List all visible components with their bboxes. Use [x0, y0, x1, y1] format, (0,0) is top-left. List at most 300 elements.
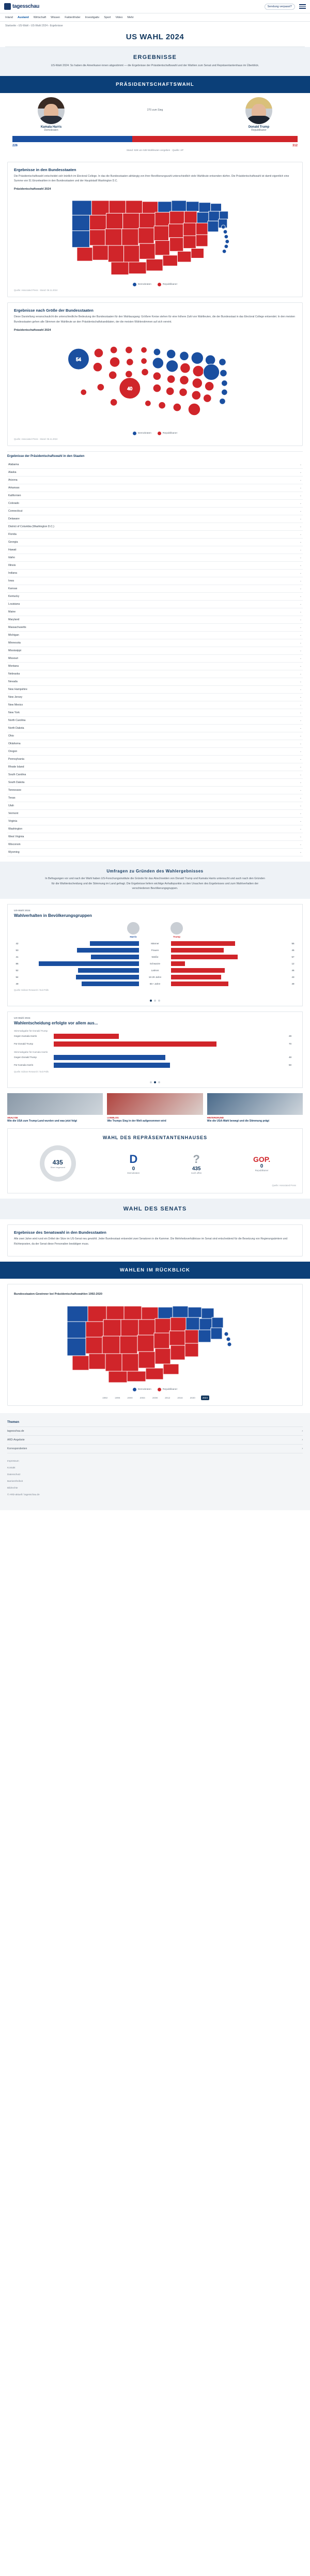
state-name: Arizona	[8, 479, 18, 482]
poll-right-value: 57	[291, 955, 295, 958]
legend-item-rep: Republikaner	[158, 283, 177, 286]
chevron-down-icon[interactable]: ⌄	[299, 750, 302, 754]
bubble-map[interactable]	[14, 333, 296, 428]
card-size-results	[7, 302, 303, 446]
state-name: Florida	[8, 533, 17, 536]
state-row[interactable]	[7, 670, 303, 678]
open-glyph-icon: ?	[193, 1153, 200, 1166]
chevron-down-icon[interactable]: ⌄	[299, 727, 302, 730]
state-name: Colorado	[8, 502, 20, 505]
nav-item-investigativ[interactable]: Investigativ	[85, 16, 100, 19]
state-row[interactable]	[7, 523, 303, 531]
chevron-down-icon[interactable]: ⌄	[299, 587, 302, 591]
chevron-down-icon[interactable]: ⌄	[299, 610, 302, 614]
chevron-down-icon[interactable]: ⌄	[299, 789, 302, 792]
state-row[interactable]	[7, 678, 303, 686]
poll-bar-row	[14, 1063, 296, 1068]
state-name: Louisiana	[8, 603, 20, 606]
footer-section-ard[interactable]: ARD-Angebote ›	[7, 1436, 303, 1445]
footer-link[interactable]: Kontakt	[7, 1466, 16, 1469]
open-count: 435	[192, 1166, 201, 1172]
state-name: Oregon	[8, 750, 18, 754]
logo-text: tagesschau	[12, 4, 40, 9]
choropleth-map[interactable]	[14, 192, 296, 280]
poll-bar-row	[14, 1055, 296, 1060]
chevron-down-icon[interactable]: ⌄	[299, 804, 302, 808]
card-state-results	[7, 162, 303, 298]
poll-right-value: 45	[291, 948, 295, 952]
state-name: South Dakota	[8, 781, 25, 785]
chevron-down-icon[interactable]: ⌄	[299, 734, 302, 738]
poll-card-reasons	[7, 1011, 303, 1088]
state-row[interactable]	[7, 818, 303, 825]
year-tick[interactable]: 2004	[140, 1397, 145, 1400]
chevron-down-icon[interactable]: ⌄	[299, 579, 302, 583]
state-row[interactable]	[7, 608, 303, 616]
poll-right-value: 46	[291, 969, 295, 972]
nav-item-video[interactable]: Video	[115, 16, 123, 19]
poll-right-bar	[171, 955, 288, 959]
card-title: Ergebnisse in den Bundesstaaten	[14, 167, 76, 172]
poll-title: Wahlentscheidung erfolgte vor allem aus...	[14, 1020, 98, 1025]
state-row[interactable]	[7, 725, 303, 732]
state-row[interactable]	[7, 570, 303, 577]
year-tick[interactable]: 2016	[177, 1397, 183, 1400]
chevron-down-icon[interactable]: ⌄	[299, 703, 302, 707]
poll-left-value: 54	[16, 975, 19, 978]
chevron-down-icon[interactable]: ⌄	[299, 626, 302, 630]
teaser-tag: HINTERGRUND	[207, 1116, 224, 1119]
senate-band	[0, 1199, 310, 1219]
results-heading: ERGEBNISSE	[133, 54, 177, 60]
poll-right-name: Trump	[173, 935, 181, 938]
poll-bar-track	[54, 1055, 286, 1060]
state-name: Indiana	[8, 572, 18, 575]
house-party-dem	[127, 1153, 140, 1174]
us-map-svg	[14, 192, 296, 280]
year-tick[interactable]: 2008	[152, 1397, 158, 1400]
chevron-down-icon[interactable]: ⌄	[299, 672, 302, 676]
card-senate	[7, 1224, 303, 1256]
state-name: Rhode Island	[8, 765, 24, 769]
house-donut	[40, 1145, 76, 1182]
chevron-down-icon[interactable]: ⌄	[299, 773, 302, 777]
top-bar	[0, 0, 310, 13]
missed-broadcast-button[interactable]: Sendung verpasst?	[265, 4, 295, 10]
chevron-down-icon[interactable]: ⌄	[299, 851, 302, 854]
chevron-down-icon[interactable]: ⌄	[299, 781, 302, 785]
chevron-down-icon[interactable]: ⌄	[299, 696, 302, 699]
poll-bar-track	[54, 1063, 286, 1068]
chevron-down-icon[interactable]: ⌄	[299, 641, 302, 645]
poll-left-bar	[22, 941, 139, 946]
legend-item-dem: Demokraten	[133, 432, 151, 435]
candidate-name: Donald Trump	[248, 125, 270, 129]
candidate-harris	[12, 97, 90, 132]
legend-item-dem: Demokraten	[133, 1388, 151, 1391]
poll-eyebrow: US-Wahl 2024	[14, 909, 30, 912]
chevron-down-icon[interactable]: ⌄	[299, 680, 302, 684]
chevron-down-icon[interactable]: ⌄	[299, 765, 302, 769]
candidate-party: Republikaner	[251, 128, 267, 132]
main-nav	[0, 13, 310, 22]
state-row[interactable]	[7, 841, 303, 849]
chevron-down-icon[interactable]: ⌄	[299, 796, 302, 800]
poll-bar-row	[14, 1034, 296, 1039]
state-row[interactable]	[7, 771, 303, 779]
logo-mark-icon	[4, 3, 11, 10]
polls-heading: Umfragen zu Gründen des Wahlergebnisses	[106, 869, 204, 874]
state-row[interactable]	[7, 593, 303, 601]
teaser-card[interactable]	[7, 1093, 103, 1124]
state-name: Georgia	[8, 541, 18, 544]
chevron-down-icon[interactable]: ⌄	[299, 665, 302, 668]
house-source: Quelle: Associated Press	[272, 1184, 296, 1187]
poll-left-bar	[22, 968, 139, 973]
footer-section-korrespondenten[interactable]: Korrespondenten ›	[7, 1445, 303, 1453]
year-tick[interactable]: 2024	[201, 1396, 209, 1400]
state-row[interactable]	[7, 756, 303, 763]
state-row[interactable]	[7, 539, 303, 546]
chevron-down-icon[interactable]: ⌄	[299, 486, 302, 490]
chevron-down-icon[interactable]: ⌄	[299, 572, 302, 575]
history-legend	[14, 1388, 296, 1391]
card-subtitle: Präsidentschaftswahl 2024	[14, 188, 51, 191]
poll-row	[14, 982, 296, 986]
state-name: Maine	[8, 610, 16, 614]
state-row[interactable]	[7, 810, 303, 818]
poll-group-a-label: Stimmabgabe für Donald Trump	[14, 1029, 48, 1032]
state-row[interactable]	[7, 624, 303, 632]
poll-left-bar	[22, 955, 139, 959]
footer-section-tagesschau[interactable]: tagesschau.de ›	[7, 1427, 303, 1436]
chevron-down-icon[interactable]: ⌄	[299, 517, 302, 521]
poll-row	[14, 955, 296, 959]
state-name: North Dakota	[8, 727, 24, 730]
legend-item-rep: Republikaner	[158, 432, 177, 435]
teaser-row	[7, 1093, 303, 1124]
state-row[interactable]	[7, 709, 303, 717]
chevron-down-icon[interactable]: ⌄	[299, 463, 302, 467]
state-name: Utah	[8, 804, 14, 808]
state-row[interactable]	[7, 833, 303, 841]
poll-bar-label: Gegen Kamala Harris	[14, 1035, 37, 1038]
state-row[interactable]	[7, 825, 303, 833]
dem-glyph-icon: D	[129, 1153, 138, 1166]
state-row[interactable]	[7, 515, 303, 523]
state-row[interactable]	[7, 639, 303, 647]
poll-rows	[14, 941, 296, 986]
chevron-down-icon[interactable]: ⌄	[299, 843, 302, 847]
chevron-down-icon[interactable]: ⌄	[299, 564, 302, 568]
poll-row-label: Frauen	[151, 948, 159, 952]
state-row[interactable]	[7, 632, 303, 639]
electoral-counts	[0, 143, 310, 147]
state-row[interactable]	[7, 531, 303, 539]
state-name: Washington	[8, 827, 23, 831]
teaser-image	[107, 1093, 203, 1115]
poll-right-bar	[171, 948, 288, 953]
state-row[interactable]	[7, 585, 303, 593]
breadcrumb[interactable]: Startseite › US-Wahl › US-Wahl 2024 › Ergebnisse	[5, 24, 63, 27]
site-logo[interactable]	[4, 3, 39, 10]
dem-elector-count: 226	[12, 144, 18, 147]
state-row[interactable]	[7, 562, 303, 570]
poll-source: Quelle: Edison Research / Exit Polls	[14, 988, 49, 991]
carousel-dot[interactable]	[150, 1000, 152, 1002]
card-lead: Diese Darstellung veranschaulicht die unterschiedliche Bedeutung der Bundesstaaten für den Wahlausgang: Größere Kreise stehen für eine höhere Zahl von Wahlleuten, die der Bundesstaat in das Electoral College entsendet. In den meisten Bundesstaaten gehen alle Stimmen der Wahlleute an den Präsidentschaftskandidaten, der die meisten Wählerstimmen auf sich vereint.	[14, 315, 296, 324]
poll-left-bar	[22, 982, 139, 986]
poll-rows-a	[14, 1034, 296, 1047]
poll-left-value: 53	[16, 948, 19, 952]
state-name: Wisconsin	[8, 843, 21, 847]
state-row[interactable]	[7, 748, 303, 756]
card-subtitle: Präsidentschaftswahl 2024	[14, 329, 51, 332]
chevron-down-icon[interactable]: ⌄	[299, 742, 302, 746]
state-name: Iowa	[8, 579, 14, 583]
year-tick[interactable]: 1996	[115, 1397, 120, 1400]
carousel-dot[interactable]	[150, 1081, 152, 1083]
majority-label: 270 zum Sieg	[147, 109, 163, 112]
nav-item-wissen[interactable]: Wissen	[51, 16, 60, 19]
state-row[interactable]	[7, 802, 303, 810]
hamburger-icon[interactable]	[299, 4, 306, 9]
state-row[interactable]	[7, 740, 303, 748]
poll-source: Quelle: Edison Research / Exit Polls	[14, 1070, 49, 1073]
chevron-down-icon[interactable]: ⌄	[299, 494, 302, 498]
poll-right-value: 43	[291, 975, 295, 978]
chevron-down-icon[interactable]: ⌄	[299, 812, 302, 816]
state-row[interactable]	[7, 787, 303, 794]
year-tick[interactable]: 2000	[127, 1397, 133, 1400]
carousel-dots[interactable]	[8, 996, 302, 1006]
senate-heading: WAHL DES SENATS	[123, 1206, 187, 1213]
poll-left-value: 49	[16, 982, 19, 985]
carousel-dot[interactable]	[158, 1000, 160, 1002]
carousel-dot[interactable]	[154, 1000, 156, 1002]
svg-text:54: 54	[76, 357, 81, 362]
chevron-down-icon[interactable]: ⌄	[299, 835, 302, 839]
state-row[interactable]	[7, 647, 303, 655]
electoral-bar-caption: Stand: 538 von 538 Wahlleuten vergeben · Quelle: AP	[126, 148, 184, 151]
poll-bar-value: 28	[289, 1035, 292, 1038]
state-name: Texas	[8, 796, 16, 800]
state-name: Kentucky	[8, 595, 20, 599]
state-row[interactable]	[7, 461, 303, 469]
poll-right-bar	[171, 982, 288, 986]
legend-item-dem: Demokraten	[133, 283, 151, 286]
poll-row-label: Männer	[151, 942, 159, 945]
state-name: Virginia	[8, 820, 18, 823]
poll-row	[14, 941, 296, 946]
state-row[interactable]	[7, 663, 303, 670]
state-row[interactable]	[7, 694, 303, 701]
state-name: Delaware	[8, 517, 20, 521]
chevron-down-icon[interactable]: ⌄	[299, 719, 302, 723]
house-party-open	[191, 1153, 202, 1174]
polls-intro: In Befragungen vor und nach der Wahl haben US-Forschungsinstitute die Gründe für das Abschneiden von Donald Trump und Kamala Harris untersucht und auch nach den Gründen für die Wahlentscheidung und die Stimmung im Land gefragt. Die Ergebnisse liefern wichtige Anhaltspunkte zu den Ursachen des Ergebnisses und zum Wahlverhalten der verschiedenen Bevölkerungsgruppen.	[45, 877, 265, 891]
chevron-down-icon[interactable]: ⌄	[299, 758, 302, 761]
chevron-down-icon[interactable]: ⌄	[299, 502, 302, 505]
state-name: Hawaii	[8, 548, 17, 552]
poll-left-value: 41	[16, 955, 19, 958]
poll-bar-label: Für Kamala Harris	[14, 1064, 34, 1067]
senate-card-title: Ergebnisse des Senatswahl in den Bundesstaaten	[14, 1230, 106, 1235]
year-tick[interactable]: 2020	[190, 1397, 195, 1400]
history-band: WAHLEN IM RÜCKBLICK	[0, 1262, 310, 1279]
state-name: Connecticut	[8, 510, 23, 513]
chevron-down-icon[interactable]: ⌄	[299, 533, 302, 536]
state-row[interactable]	[7, 601, 303, 608]
nav-item-mehr[interactable]: Mehr	[127, 16, 134, 19]
state-row[interactable]	[7, 779, 303, 787]
teaser-card[interactable]	[107, 1093, 203, 1124]
state-row[interactable]	[7, 701, 303, 709]
state-name: Maryland	[8, 618, 20, 622]
nav-item-sport[interactable]: Sport	[104, 16, 111, 19]
state-row[interactable]	[7, 849, 303, 856]
chevron-down-icon[interactable]: ⌄	[299, 618, 302, 622]
dem-label: Demokraten	[127, 1172, 140, 1175]
nav-item-ausland[interactable]: Ausland	[18, 16, 29, 19]
history-map-svg	[14, 1297, 296, 1385]
house-total-caption: Sitze insgesamt	[50, 1166, 65, 1169]
state-row[interactable]	[7, 794, 303, 802]
state-row[interactable]	[7, 500, 303, 508]
teaser-tag: ANALYSE	[7, 1116, 18, 1119]
state-row[interactable]	[7, 577, 303, 585]
footer-section-themen[interactable]: Themen	[7, 1418, 303, 1427]
nav-item-inland[interactable]: Inland	[5, 16, 13, 19]
poll-left-value: 52	[16, 969, 19, 972]
rep-elector-count: 312	[292, 144, 298, 147]
state-row[interactable]	[7, 492, 303, 500]
poll-row-label: 18-29 Jahre	[148, 975, 162, 978]
chevron-down-icon[interactable]: ⌄	[299, 820, 302, 823]
state-row[interactable]	[7, 554, 303, 562]
carousel-dot[interactable]	[158, 1081, 160, 1083]
state-name: North Carolina	[8, 719, 26, 723]
poll-row	[14, 948, 296, 953]
card-history	[7, 1284, 303, 1406]
chevron-down-icon[interactable]: ⌄	[299, 525, 302, 529]
poll-left-bar	[22, 975, 139, 979]
open-label: noch offen	[191, 1172, 202, 1175]
state-list-header: Ergebnisse der Präsidentschaftswahl in den Staaten	[7, 455, 85, 458]
carousel-dots[interactable]	[8, 1078, 302, 1087]
candidate-name: Kamala Harris	[40, 125, 62, 129]
footer-link[interactable]: Impressum	[7, 1460, 19, 1463]
nav-item-wirtschaft[interactable]: Wirtschaft	[33, 16, 47, 19]
state-row[interactable]	[7, 763, 303, 771]
poll-bar-label: Gegen Donald Trump	[14, 1056, 37, 1059]
presidential-band: PRÄSIDENTSCHAFTSWAHL	[0, 76, 310, 93]
state-row[interactable]	[7, 484, 303, 492]
history-card-title: Bundesstaaten-Gewinner bei Präsidentschaftswahlen 1992-2020	[14, 1293, 102, 1296]
chevron-down-icon[interactable]: ⌄	[299, 827, 302, 831]
poll-bar-track	[54, 1041, 286, 1047]
state-row[interactable]	[7, 717, 303, 725]
history-map[interactable]	[14, 1297, 296, 1385]
poll-bar-row	[14, 1041, 296, 1047]
state-name: Oklahoma	[8, 742, 21, 746]
state-row[interactable]	[7, 616, 303, 624]
state-row[interactable]	[7, 686, 303, 694]
footer-link[interactable]: Barrierefreiheit	[7, 1480, 23, 1483]
state-row[interactable]	[7, 655, 303, 663]
candidate-party: Demokraten	[44, 128, 58, 132]
state-name: Montana	[8, 665, 19, 668]
state-name: Wyoming	[8, 851, 20, 854]
legend-item-rep: Republikaner	[158, 1388, 177, 1391]
poll-left-name: Harris	[130, 935, 137, 938]
chevron-down-icon[interactable]: ⌄	[299, 649, 302, 653]
chevron-down-icon[interactable]: ⌄	[299, 541, 302, 544]
state-name: Ohio	[8, 734, 14, 738]
state-row[interactable]	[7, 546, 303, 554]
chevron-down-icon[interactable]: ⌄	[299, 510, 302, 513]
poll-row	[14, 968, 296, 973]
map-legend	[14, 283, 296, 286]
poll-bar-value: 50	[289, 1064, 292, 1067]
map-source: Quelle: Associated Press · Stand: 06.11.2024	[14, 438, 58, 441]
state-name: South Carolina	[8, 773, 26, 777]
year-tick[interactable]: 2012	[165, 1397, 171, 1400]
state-row[interactable]	[7, 508, 303, 515]
results-intro: US-Wahl 2024: So haben die Amerikaner·innen abgestimmt — die Ergebnisse der Präsidentschaftswahl und der Wahlen zum Senat und Repräsentantenhaus im Überblick.	[51, 64, 259, 67]
state-name: Pennsylvania	[8, 758, 24, 761]
state-row[interactable]	[7, 469, 303, 477]
chevron-down-icon[interactable]: ⌄	[299, 471, 302, 474]
chevron-down-icon[interactable]: ⌄	[299, 479, 302, 482]
chevron-down-icon[interactable]: ⌄	[299, 548, 302, 552]
state-name: New York	[8, 711, 20, 715]
card-lead: Die Präsidentschaftswahl entscheidet sich letztlich im Electoral College. In das die Bundesstaaten abhängig von ihrer Bevölkerungszahl unterschiedlich viele Wahlleute entsenden dürfen. Die Präsidentschaftswahl ist damit eigentlich eine Summe von 51 Einzelwahlen in den Bundesstaaten und der Hauptstadt Washington D.C.	[14, 174, 289, 182]
chevron-down-icon[interactable]: ⌄	[299, 711, 302, 715]
poll-left-bar	[22, 961, 139, 966]
state-name: Missouri	[8, 657, 19, 661]
state-name: Arkansas	[8, 486, 20, 490]
avatar	[171, 922, 183, 934]
teaser-card[interactable]	[207, 1093, 303, 1124]
teaser-title: Wie Trumps Sieg in der Welt aufgenommen wird	[107, 1119, 166, 1123]
polls-section-header	[0, 862, 310, 899]
carousel-dot[interactable]	[154, 1081, 156, 1083]
nav-item-faktenfinder[interactable]: Faktenfinder	[65, 16, 81, 19]
poll-right-bar	[171, 941, 288, 946]
candidates-row	[0, 93, 310, 134]
senate-lead: Alle zwei Jahre wird rund ein Drittel der Sitze im US-Senat neu gewählt. Jeder Bundesstaat entsendet zwei Senatoren in die Kammer. Die Mehrheitsverhältnisse im Senat sind entscheidend für die Besetzung von Regierungsämtern und Richterposten, da der Senat diese Personalien bestätigen muss.	[14, 1237, 288, 1246]
chevron-down-icon[interactable]: ⌄	[299, 688, 302, 692]
state-name: Mississippi	[8, 649, 22, 653]
state-row[interactable]	[7, 477, 303, 484]
footer-link[interactable]: Bildrechte	[7, 1486, 18, 1490]
poll-row-label: Schwarze	[149, 962, 161, 965]
chevron-down-icon[interactable]: ⌄	[299, 634, 302, 637]
state-name: New Mexico	[8, 703, 23, 707]
poll-left-bar	[22, 948, 139, 953]
chevron-down-icon[interactable]: ⌄	[299, 595, 302, 599]
house-party-rep	[253, 1155, 270, 1172]
year-slider[interactable]	[14, 1396, 296, 1400]
state-row[interactable]	[7, 732, 303, 740]
chevron-down-icon[interactable]: ⌄	[299, 556, 302, 560]
chevron-down-icon[interactable]: ⌄	[299, 657, 302, 661]
year-tick[interactable]: 1992	[102, 1397, 108, 1400]
chevron-down-icon[interactable]: ⌄	[299, 603, 302, 606]
footer-link[interactable]: Datenschutz	[7, 1473, 21, 1476]
state-name: New Hampshire	[8, 688, 27, 692]
